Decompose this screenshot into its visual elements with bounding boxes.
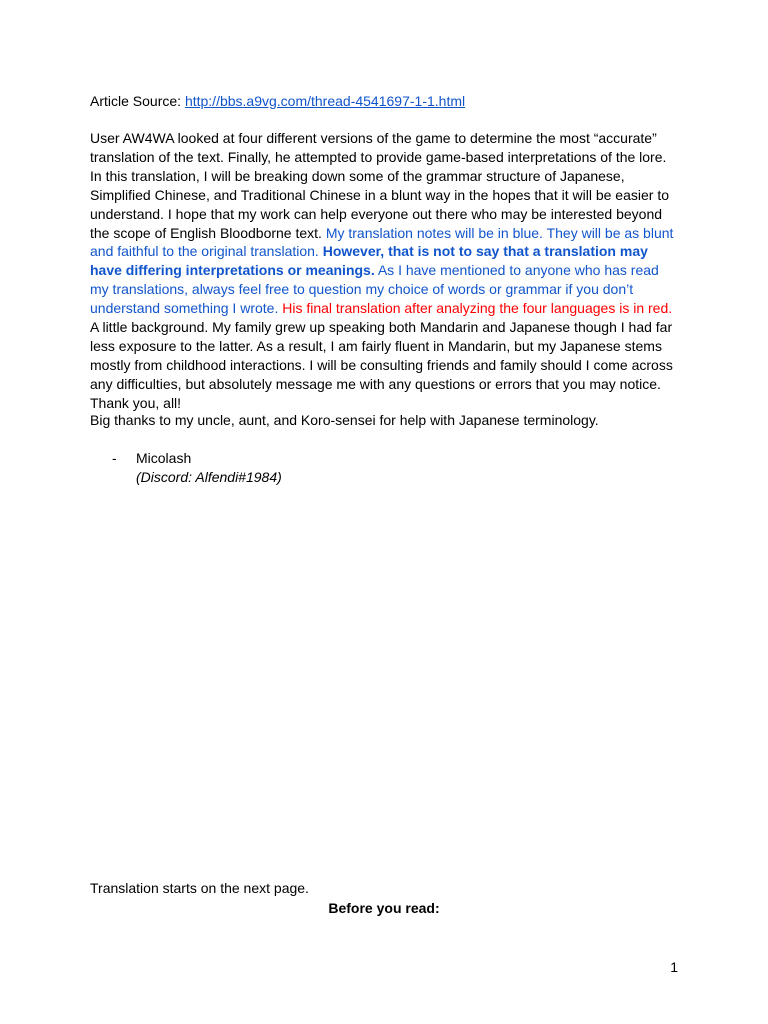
- translation-notes-text: My translation notes will be in blue. They will be as blunt and faithful to the original translation.: [90, 224, 674, 260]
- translation-start-note: Translation starts on the next page.: [90, 880, 309, 896]
- article-source-link[interactable]: http://bbs.a9vg.com/thread-4541697-1-1.html: [184, 93, 466, 109]
- article-source-label: Article Source:: [90, 93, 185, 109]
- signature-discord: (Discord: Alfendi#1984): [136, 469, 282, 485]
- before-you-read-heading: Before you read:: [328, 900, 440, 916]
- page-number: 1: [670, 959, 678, 975]
- interpretation-disclaimer: However, that is not to say that a translation may have differing interpretations or meanings.: [90, 243, 648, 279]
- intro-text-plain-1: User AW4WA looked at four different versions of the game to determine the most “accurate” translation of the text. Finally, he attempted to provide game-based interpretations of the lore. In this translation, I will be breaking down some of the grammar structure of Japanese, Simplified Chinese, and Traditional Chinese in a blunt way in the hopes that it will be easier to understand. I hope that my work can help everyone out there who may be interested beyond the scope of English Bloodborne text.: [90, 130, 669, 241]
- signature-dash: -: [112, 450, 117, 466]
- question-invitation-text: As I have mentioned to anyone who has read my translations, always feel free to question my choice of words or grammar if you don’t understand something I wrote.: [90, 262, 659, 317]
- signature-name: Micolash: [136, 450, 192, 466]
- thanks-paragraph: Big thanks to my uncle, aunt, and Koro-sensei for help with Japanese terminology.: [90, 412, 599, 428]
- article-source-line: [90, 92, 690, 111]
- final-translation-note: His final translation after analyzing the four languages is in red.: [282, 300, 673, 317]
- intro-text-plain-2: A little background. My family grew up speaking both Mandarin and Japanese though I had far less exposure to the latter. As a result, I am fairly fluent in Mandarin, but my Japanese stems mostly from childhood interactions. I will be consulting friends and family should I come across any difficulties, but absolutely message me with any questions or errors that you may notice. Thank you, all!: [90, 319, 673, 411]
- intro-paragraph: [90, 129, 678, 413]
